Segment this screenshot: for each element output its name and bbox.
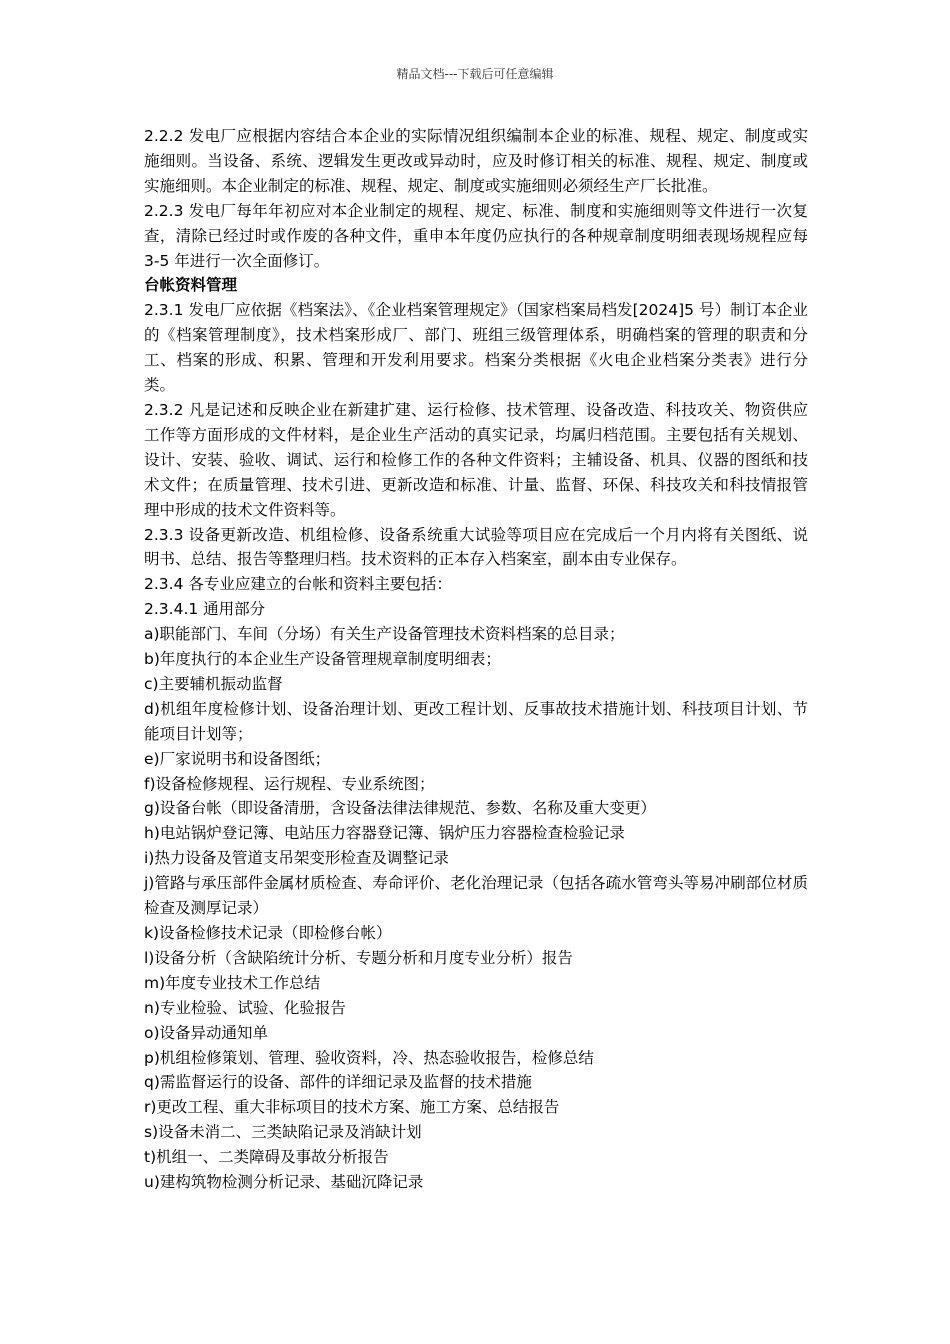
paragraph-2-3-4-1: 2.3.4.1 通用部分 xyxy=(144,600,266,619)
list-item: h)电站锅炉登记簿、电站压力容器登记簿、锅炉压力容器检查检验记录 xyxy=(144,824,625,843)
list-item: d)机组年度检修计划、设备治理计划、更改工程计划、反事故技术措施计划、科技项目计划、节能项目计划等； xyxy=(144,699,808,743)
list-item: q)需监督运行的设备、部件的详细记录及监督的技术措施 xyxy=(144,1073,532,1092)
page-header: 精品文档---下载后可任意编辑 xyxy=(396,67,554,81)
list-item: l)设备分析（含缺陷统计分析、专题分析和月度专业分析）报告 xyxy=(144,948,573,967)
list-item: j)管路与承压部件金属材质检查、寿命评价、老化治理记录（包括各疏水管弯头等易冲刷部位材质检查及测厚记录） xyxy=(144,874,808,918)
section-heading: 台帐资料管理 xyxy=(144,276,238,295)
list-item: c)主要辅机振动监督 xyxy=(144,674,283,693)
paragraph-2-3-3: 2.3.3 设备更新改造、机组检修、设备系统重大试验等项目应在完成后一个月内将有关图纸、说明书、总结、报告等整理归档。技术资料的正本存入档案室，副本由专业保存。 xyxy=(144,525,808,569)
list-item: e)厂家说明书和设备图纸； xyxy=(144,749,331,768)
paragraph-2-3-1: 2.3.1 发电厂应依据《档案法》、《企业档案管理规定》（国家档案局档发[2024]5 号）制订本企业的《档案管理制度》，技术档案形成厂、部门、班组三级管理体系，明确档案的管理的职责和分工、档案的形成、积累、管理和开发利用要求。档案分类根据《火电企业档案分类表》进行分类。 xyxy=(144,301,808,395)
list-item: s)设备未消二、三类缺陷记录及消缺计划 xyxy=(144,1123,422,1142)
list-item: u)建构筑物检测分析记录、基础沉降记录 xyxy=(144,1173,424,1192)
list-item: i)热力设备及管道支吊架变形检查及调整记录 xyxy=(144,849,449,868)
paragraph-2-2-3: 2.2.3 发电厂每年年初应对本企业制定的规程、规定、标准、制度和实施细则等文件进行一次复查，清除已经过时或作废的各种文件，重申本年度仍应执行的各种规章制度明细表现场规程应每 3-5 年进行一次全面修订。 xyxy=(144,201,808,270)
list-item: p)机组检修策划、管理、验收资料，冷、热态验收报告，检修总结 xyxy=(144,1048,594,1067)
list-item: t)机组一、二类障碍及事故分析报告 xyxy=(144,1148,389,1167)
paragraph-2-3-2: 2.3.2 凡是记述和反映企业在新建扩建、运行检修、技术管理、设备改造、科技攻关、物资供应工作等方面形成的文件材料，是企业生产活动的真实记录，均属归档范围。主要包括有关规划、设计、安装、验收、调试、运行和检修工作的各种文件资料；主辅设备、机具、仪器的图纸和技术文件；在质量管理、技术引进、更新改造和标准、计量、监督、环保、科技攻关和科技情报管理中形成的技术文件资料等。 xyxy=(144,400,808,519)
list-item: n)专业检验、试验、化验报告 xyxy=(144,998,346,1017)
list-item: o)设备异动通知单 xyxy=(144,1023,269,1042)
paragraph-2-2-2: 2.2.2 发电厂应根据内容结合本企业的实际情况组织编制本企业的标准、规程、规定、制度或实施细则。当设备、系统、逻辑发生更改或异动时，应及时修订相关的标准、规程、规定、制度或实施细则。本企业制定的标准、规程、规定、制度或实施细则必须经生产厂长批准。 xyxy=(144,127,808,195)
paragraph-2-3-4: 2.3.4 各专业应建立的台帐和资料主要包括： xyxy=(144,575,452,594)
list-item: f)设备检修规程、运行规程、专业系统图； xyxy=(144,774,435,793)
document-body xyxy=(144,124,808,1195)
list-item: k)设备检修技术记录（即检修台帐） xyxy=(144,924,392,942)
list-item: g)设备台帐（即设备清册，含设备法律法律规范、参数、名称及重大变更） xyxy=(144,799,656,818)
list-item: a)职能部门、车间（分场）有关生产设备管理技术资料档案的总目录； xyxy=(144,625,625,644)
list-item: b)年度执行的本企业生产设备管理规章制度明细表； xyxy=(144,650,501,669)
list-item: m)年度专业技术工作总结 xyxy=(144,973,321,992)
list-item: r)更改工程、重大非标项目的技术方案、施工方案、总结报告 xyxy=(144,1098,560,1117)
